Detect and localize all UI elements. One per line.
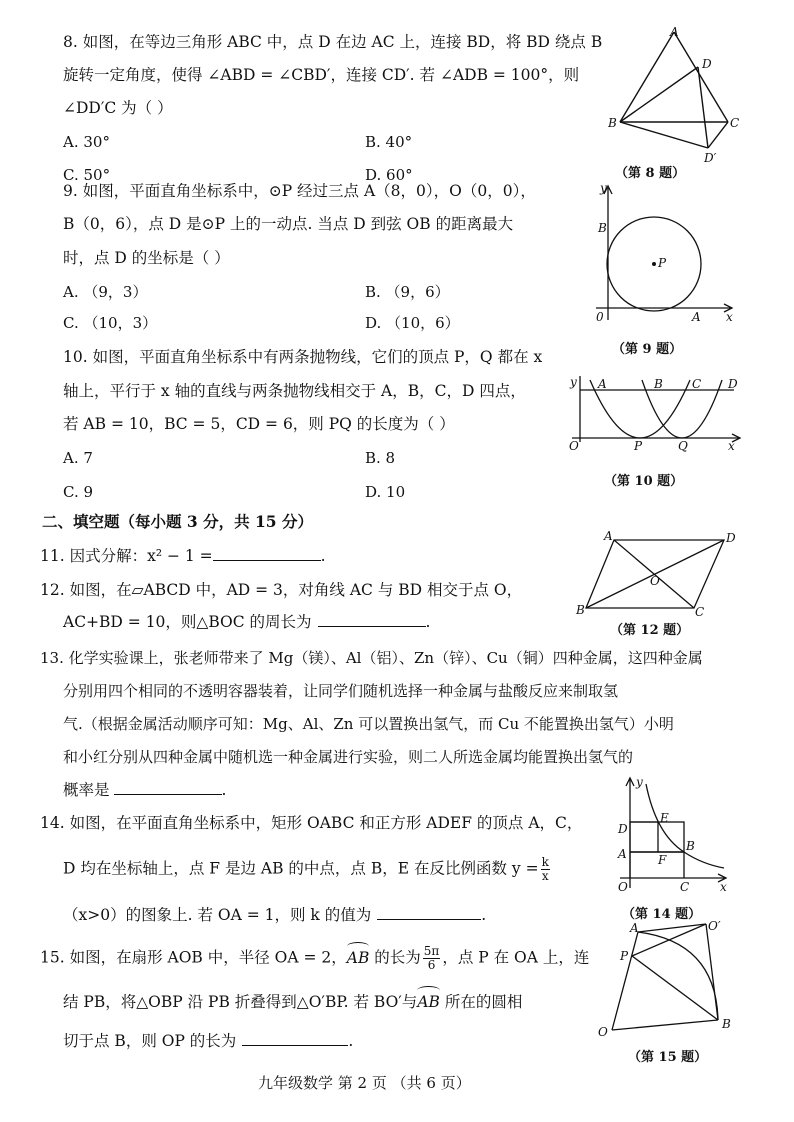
q12-caption: （第 12 题） <box>610 623 690 638</box>
q8-option-a: A. 30° <box>63 133 110 151</box>
q12-line-2: AC+BD = 10，则△BOC 的周长为 . <box>63 613 431 631</box>
q14-figure <box>606 774 730 898</box>
q9-line-2: B（0，6），点 D 是⊙P 上的一动点. 当点 D 到弦 OB 的距离最大 <box>63 215 514 233</box>
q8-option-d: D. 60° <box>365 166 413 184</box>
q14-label-x: x <box>720 880 727 894</box>
q12-answer-blank <box>318 612 426 627</box>
q8-line-2: 旋转一定角度，使得 ∠ABD = ∠CBD′，连接 CD′. 若 ∠ADB = 100°，则 <box>63 66 580 84</box>
q10-label-c: C <box>692 377 702 391</box>
q14-line-3: （x>0）的图象上. 若 OA = 1，则 k 的值为 . <box>63 906 487 924</box>
q12-label-d: D <box>726 531 736 545</box>
q12-figure <box>574 530 742 618</box>
q9-label-b: B <box>598 221 607 235</box>
q8-label-d-prime: D′ <box>704 151 717 165</box>
q15-arc-ab-2: AB <box>417 992 440 1012</box>
q15-fraction: $\frac{5\pi}{6}$ <box>423 944 440 972</box>
q8-option-b: B. 40° <box>365 133 413 151</box>
q9-label-y: y <box>600 181 607 195</box>
q9-label-p: P <box>658 256 667 270</box>
q15-label-b: B <box>722 1017 731 1031</box>
q10-line-2: 轴上，平行于 x 轴的直线与两条抛物线相交于 A，B，C，D 四点， <box>63 382 526 400</box>
q9-option-a: A. （9，3） <box>63 283 148 301</box>
q10-line-1: 10. 如图，平面直角坐标系中有两条抛物线，它们的顶点 P，Q 都在 x <box>63 348 543 366</box>
q10-label-d: D <box>728 377 738 391</box>
q15-line-2: 结 PB，将△OBP 沿 PB 折叠得到△O′BP. 若 BO′与 AB 所在的圆相 <box>63 992 522 1012</box>
q12-line-1: 12. 如图，在▱ABCD 中，AD = 3，对角线 AC 与 BD 相交于点 O， <box>40 581 523 599</box>
q8-line-1: 8. 如图，在等边三角形 ABC 中，点 D 在边 AC 上，连接 BD，将 BD 绕点 B <box>63 33 603 51</box>
q14-label-y: y <box>636 775 643 789</box>
q11-line: 11. 因式分解：x² − 1 = . <box>40 547 326 565</box>
q8-label-c: C <box>730 116 740 130</box>
q13-line-4: 和小红分别从四种金属中随机选一种金属进行实验，则二人所选金属均能置换出氢气的 <box>63 748 634 766</box>
q14-label-a: A <box>618 847 627 861</box>
section-2-title: 二、填空题（每小题 3 分，共 15 分） <box>42 512 313 531</box>
q10-option-c: C. 9 <box>63 483 94 501</box>
q9-option-c: C. （10，3） <box>63 314 158 332</box>
q10-label-q: Q <box>678 439 688 453</box>
q8-line-3: ∠DD′C 为（ ） <box>63 99 173 117</box>
q12-label-a: A <box>604 530 613 543</box>
q8-label-d: D <box>702 57 712 71</box>
q11-text: 11. 因式分解： <box>40 547 148 565</box>
q14-label-d: D <box>618 822 628 836</box>
q8-option-c: C. 50° <box>63 166 111 184</box>
q10-line-3: 若 AB = 10，BC = 5，CD = 6，则 PQ 的长度为（ ） <box>63 415 455 433</box>
q13-line-1: 13. 化学实验课上，张老师带来了 Mg（镁）、Al（铝）、Zn（锌）、Cu（铜）四种金属，这四种金属 <box>40 649 703 667</box>
q14-line-1: 14. 如图，在平面直角坐标系中，矩形 OABC 和正方形 ADEF 的顶点 A，C， <box>40 814 583 832</box>
q9-line-3: 时，点 D 的坐标是（ ） <box>63 249 230 267</box>
q15-label-o-prime: O′ <box>708 919 721 933</box>
q11-expr: x² − 1 = <box>147 547 213 565</box>
q13-line-3: 气.（根据金属活动顺序可知：Mg、Al、Zn 可以置换出氢气，而 Cu 不能置换出氢气）小明 <box>63 715 674 733</box>
q9-label-origin: 0 <box>596 310 604 324</box>
q14-label-o: O <box>618 880 628 894</box>
q10-label-a: A <box>598 377 607 391</box>
q9-option-b: B. （9，6） <box>365 283 450 301</box>
q9-label-x: x <box>726 310 733 324</box>
q15-caption: （第 15 题） <box>628 1050 708 1065</box>
q12-label-c: C <box>695 605 705 618</box>
q9-figure <box>588 180 738 325</box>
q15-figure <box>588 918 738 1042</box>
q10-caption: （第 10 题） <box>604 474 684 489</box>
q13-answer-blank <box>114 780 222 795</box>
q14-label-f: F <box>658 853 667 867</box>
q10-label-o: O <box>569 439 579 453</box>
q8-figure <box>608 24 748 166</box>
q14-label-c: C <box>680 880 690 894</box>
q9-line-1: 9. 如图，平面直角坐标系中，⊙P 经过三点 A（8，0），O（0，0）， <box>63 182 536 200</box>
q9-option-d: D. （10，6） <box>365 314 460 332</box>
q15-line-3: 切于点 B，则 OP 的长为 . <box>63 1032 354 1050</box>
q14-caption: （第 14 题） <box>622 907 702 922</box>
q9-label-a: A <box>692 310 701 324</box>
q15-label-a: A <box>630 921 639 935</box>
q15-arc-ab: AB <box>347 948 370 968</box>
q10-figure <box>568 372 746 454</box>
q11-answer-blank <box>213 546 321 561</box>
q15-label-p: P <box>620 949 629 963</box>
q10-label-b: B <box>654 377 663 391</box>
q8-label-a: A <box>670 25 679 39</box>
q14-fraction: $\frac{k}{x}$ <box>541 855 549 883</box>
q14-label-e: E <box>660 811 669 825</box>
q9-caption: （第 9 题） <box>612 342 683 357</box>
q13-line-2: 分别用四个相同的不透明容器装着，让同学们随机选择一种金属与盐酸反应来制取氢 <box>63 682 619 700</box>
q13-line-5: 概率是 . <box>63 781 227 799</box>
q15-answer-blank <box>242 1031 348 1046</box>
q10-option-a: A. 7 <box>63 449 93 467</box>
q10-option-d: D. 10 <box>365 483 406 501</box>
q10-label-y: y <box>570 375 577 389</box>
q14-label-b: B <box>686 839 695 853</box>
q10-label-p: P <box>634 439 643 453</box>
q14-line-2: D 均在坐标轴上，点 F 是边 AB 的中点，点 B，E 在反比例函数 y = $\frac{k}{x}$ <box>63 855 549 883</box>
q12-label-b: B <box>576 603 585 617</box>
q14-answer-blank <box>377 905 481 920</box>
q12-label-o: O <box>650 574 660 588</box>
q10-option-b: B. 8 <box>365 449 396 467</box>
q15-label-o: O <box>598 1025 608 1039</box>
page-footer: 九年级数学 第 2 页 （共 6 页） <box>258 1074 471 1092</box>
q10-label-x: x <box>728 439 735 453</box>
q8-caption: （第 8 题） <box>615 166 686 181</box>
q15-line-1: 15. 如图，在扇形 AOB 中，半径 OA = 2， AB 的长为 $\frac{5\pi}{6}$ ，点 P 在 OA 上，连 <box>40 945 589 972</box>
q8-label-b: B <box>608 116 617 130</box>
